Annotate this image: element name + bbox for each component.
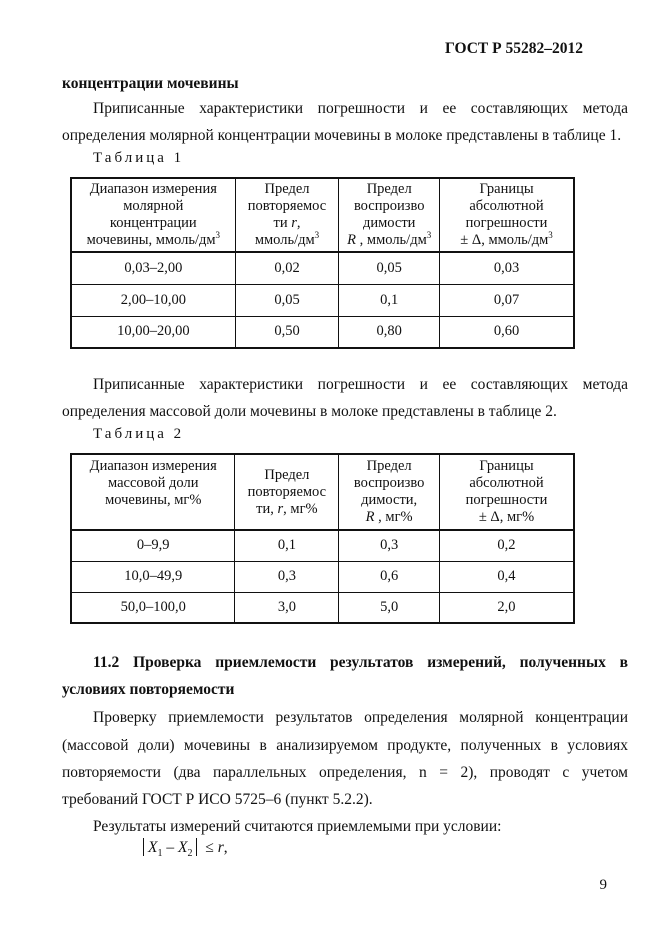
table-cell: 50,0–100,0 — [71, 592, 235, 623]
abs-bar-right — [196, 838, 197, 856]
table-cell: 2,0 — [439, 592, 574, 623]
table-2 — [70, 453, 575, 624]
header-text: Диапазон измерения — [89, 458, 217, 474]
header-text: концентрации — [109, 215, 197, 231]
table-cell: 0–9,9 — [71, 530, 235, 561]
header-text: погрешности — [465, 215, 548, 231]
header-text: Предел — [366, 458, 412, 474]
formula-sub-1: 1 — [157, 848, 163, 860]
table-cell: 0,03 — [440, 252, 574, 284]
table-1-header-row — [71, 178, 574, 252]
table-cell: 0,05 — [339, 252, 440, 284]
table-cell: 0,60 — [440, 316, 574, 348]
header-text: , мг% — [374, 509, 413, 525]
superscript: 3 — [215, 230, 221, 241]
table-1-header-reproducibility — [339, 178, 440, 252]
header-text: , ммоль/дм — [356, 232, 427, 248]
paragraph-1-line-2: определения молярной концентрации мочевины в молоке представлены в таблице 1. — [62, 127, 622, 144]
paragraph-4: Результаты измерений считаются приемлемыми при условии: — [93, 818, 502, 835]
header-text: молярной — [123, 198, 184, 214]
table-cell: 0,2 — [439, 530, 574, 561]
superscript: 3 — [426, 230, 432, 241]
table-cell: 0,02 — [235, 252, 339, 284]
paragraph-3-line-3: повторяемости (два параллельных определения, n = 2), проводят с учетом — [62, 764, 628, 781]
table-row — [71, 252, 574, 284]
formula-sub-2: 2 — [187, 848, 193, 860]
paragraph-2-line-2: определения массовой доли мочевины в молоке представлены в таблице 2. — [62, 403, 557, 420]
symbol-r: r — [291, 215, 297, 231]
table-cell: 0,05 — [235, 284, 339, 316]
header-text: ти, — [256, 500, 278, 517]
table-2-caption: Таблица 2 — [93, 426, 185, 442]
table-row — [71, 530, 574, 561]
formula-relation: ≤ — [201, 839, 218, 856]
table-2-header-error-bounds — [439, 454, 574, 530]
header-text: воспроизво — [353, 475, 425, 491]
table-1-caption: Таблица 1 — [93, 150, 185, 166]
header-text: повторяемос — [247, 198, 327, 214]
abs-bar-left — [143, 838, 144, 856]
table-row — [71, 592, 574, 623]
header-text: ммоль/дм — [254, 232, 315, 248]
formula-comma: , — [223, 839, 228, 856]
symbol-R: R — [365, 509, 375, 525]
table-cell: 3,0 — [235, 592, 339, 623]
header-text: Предел — [264, 181, 310, 197]
table-cell: 0,07 — [440, 284, 574, 316]
superscript: 3 — [548, 230, 553, 241]
table-cell: 0,50 — [235, 316, 339, 348]
superscript: 3 — [314, 230, 320, 241]
symbol-R: R — [347, 232, 357, 248]
table-1-header-repeatability — [235, 178, 339, 252]
document-header: ГОСТ Р 55282–2012 — [445, 40, 583, 57]
formula-x2: X — [177, 839, 188, 856]
header-text: абсолютной — [469, 475, 544, 491]
header-text: димости, — [361, 492, 418, 508]
symbol-r: r — [277, 500, 284, 517]
section-11-2-heading-cont: условиях повторяемости — [62, 681, 235, 698]
table-cell: 0,80 — [339, 316, 440, 348]
paragraph-3-line-1: Проверку приемлемости результатов определения молярной концентрации — [93, 709, 628, 726]
table-cell: 10,0–49,9 — [71, 561, 235, 592]
section-11-2-heading: 11.2 Проверка приемлемости результатов измерений, полученных в — [93, 654, 628, 671]
table-1-header-error-bounds — [440, 178, 574, 252]
table-cell: 0,4 — [439, 561, 574, 592]
paragraph-3-line-2: (массовой доли) мочевины в анализируемом продукте, полученных в условиях — [62, 737, 628, 754]
table-2-header-row — [71, 454, 574, 530]
header-text: , — [296, 215, 301, 231]
header-text: массовой доли — [108, 475, 199, 491]
formula-r: r — [217, 839, 224, 856]
paragraph-1-line-1: Приписанные характеристики погрешности и ее составляющих метода — [93, 100, 628, 117]
table-cell: 0,03–2,00 — [71, 252, 235, 284]
table-2-header-reproducibility — [339, 454, 440, 530]
section-heading-tail: концентрации мочевины — [62, 75, 239, 92]
header-text: погрешности — [465, 492, 548, 508]
table-2-header-repeatability — [235, 454, 339, 530]
header-text: повторяемос — [247, 483, 327, 500]
formula-minus: – — [162, 839, 178, 856]
header-text: , мг% — [283, 500, 318, 517]
table-row — [71, 561, 574, 592]
table-row — [71, 316, 574, 348]
formula-x1: X — [148, 839, 158, 856]
header-text: димости — [362, 215, 416, 231]
table-cell: 0,1 — [235, 530, 339, 561]
table-cell: 0,6 — [339, 561, 440, 592]
acceptance-formula — [139, 838, 228, 859]
header-text: Границы — [479, 181, 534, 197]
header-text: Границы — [479, 458, 534, 474]
paragraph-3-line-4: требований ГОСТ Р ИСО 5725–6 (пункт 5.2.2). — [62, 791, 373, 808]
page-number: 9 — [599, 877, 607, 893]
table-row — [71, 284, 574, 316]
table-cell: 10,00–20,00 — [71, 316, 235, 348]
header-text: абсолютной — [469, 198, 544, 214]
table-cell: 2,00–10,00 — [71, 284, 235, 316]
table-1-header-range — [71, 178, 235, 252]
table-1 — [70, 177, 575, 349]
header-text: ± Δ, мг% — [478, 509, 535, 525]
header-text: ± Δ, ммоль/дм — [460, 232, 549, 248]
header-text: Предел — [366, 181, 412, 197]
header-text: мочевины, мг% — [105, 492, 202, 508]
table-2-header-range — [71, 454, 235, 530]
paragraph-2-line-1: Приписанные характеристики погрешности и ее составляющих метода — [93, 376, 628, 393]
table-cell: 0,1 — [339, 284, 440, 316]
table-cell: 0,3 — [339, 530, 440, 561]
header-text: Предел — [264, 466, 310, 483]
table-cell: 5,0 — [339, 592, 440, 623]
table-cell: 0,3 — [235, 561, 339, 592]
header-text: ти — [273, 215, 292, 231]
header-text: Диапазон измерения — [89, 181, 217, 197]
header-text: воспроизво — [353, 198, 425, 214]
header-text: мочевины, ммоль/дм — [86, 232, 216, 248]
